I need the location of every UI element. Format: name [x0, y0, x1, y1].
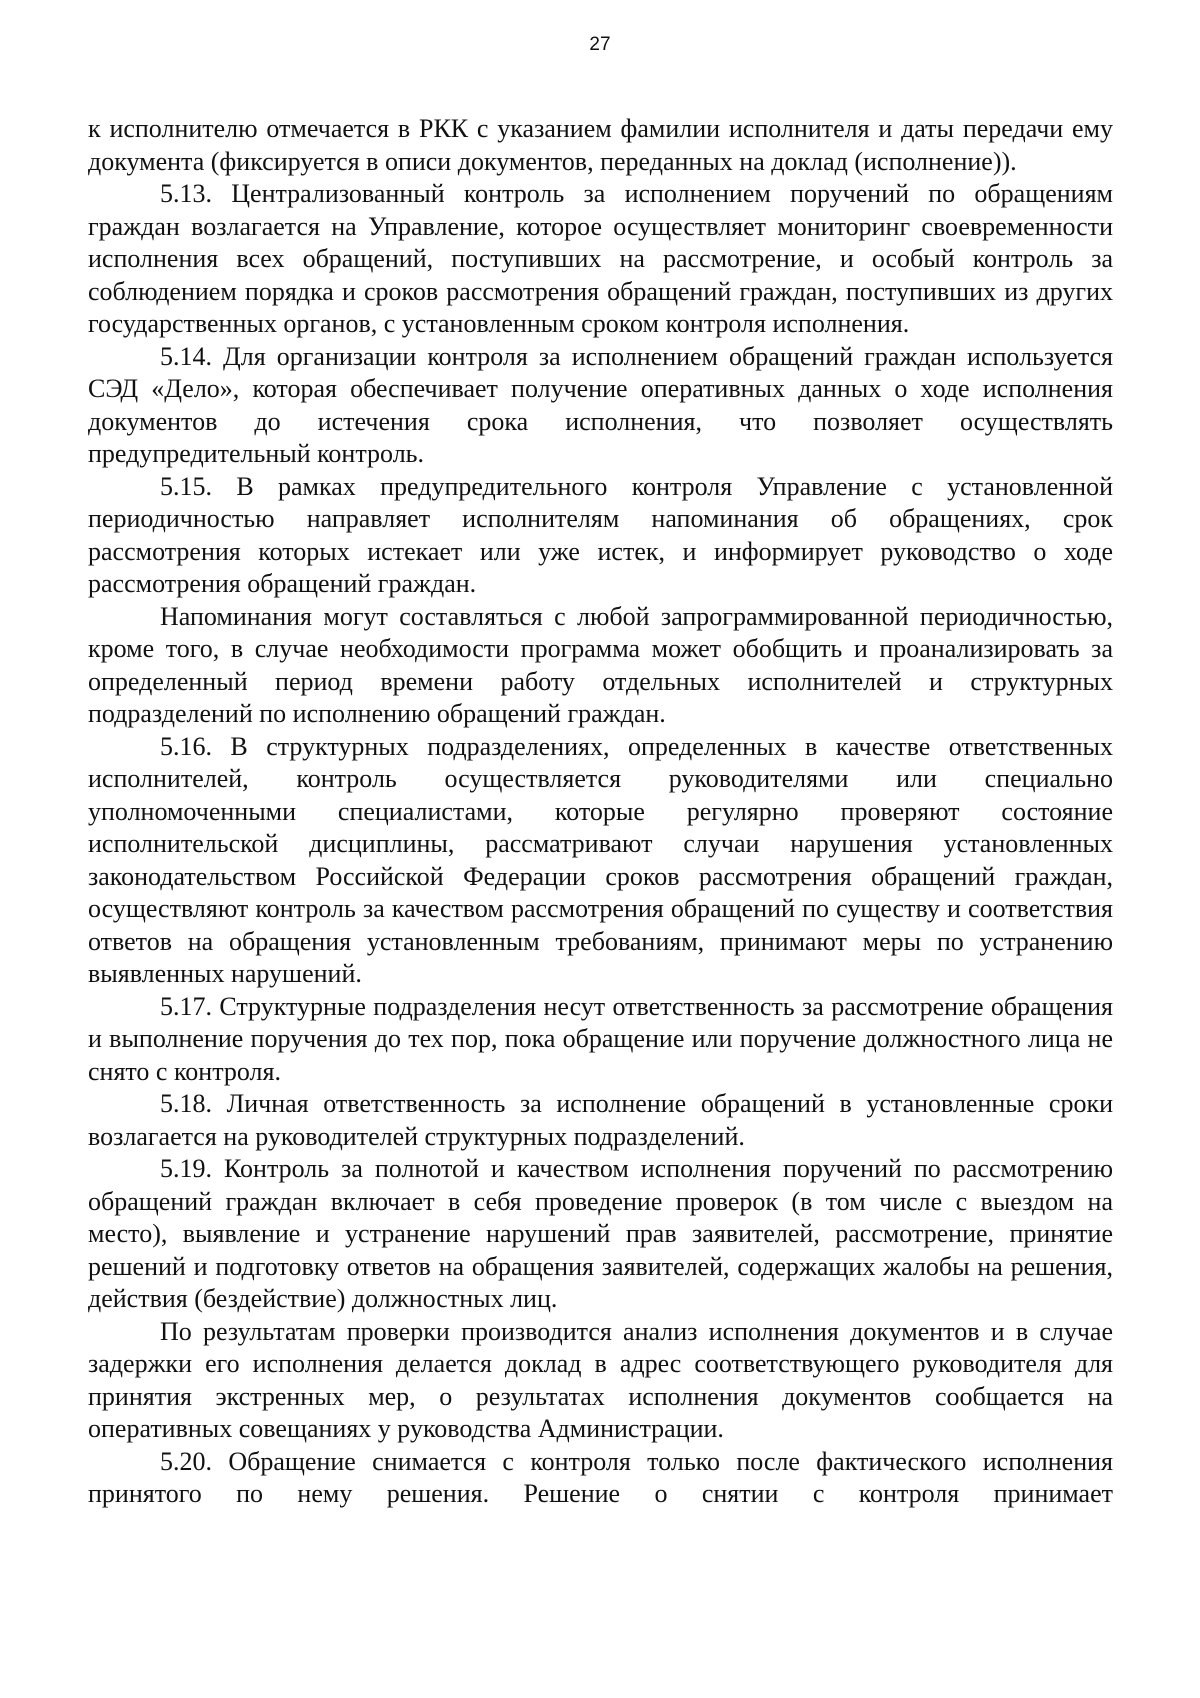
- paragraph-continuation: к исполнителю отмечается в РКК с указанием фамилии исполнителя и даты передачи ему документа (фиксируется в описи документов, переданных на доклад (исполнение)).: [88, 114, 1113, 176]
- paragraph-reminders: Напоминания могут составляться с любой запрограммированной периодичностью, кроме того, в случае необходимости программа может обобщить и проанализировать за определенный период времени работу отдельных исполнителей и структурных подразделений по исполнению обращений граждан.: [88, 601, 1113, 728]
- paragraph-5-17: 5.17. Структурные подразделения несут ответственность за рассмотрение обращения и выполнение поручения до тех пор, пока обращение или поручение должностного лица не снято с контроля.: [88, 991, 1113, 1086]
- paragraph-5-19: 5.19. Контроль за полнотой и качеством исполнения поручений по рассмотрению обращений граждан включает в себя проведение проверок (в том числе с выездом на место), выявление и устранение нарушений прав заявителей, рассмотрение, принятие решений и подготовку ответов на обращения заявителей, содержащих жалобы на решения, действия (бездействие) должностных лиц.: [88, 1154, 1113, 1313]
- paragraph-inspection-results: По результатам проверки производится анализ исполнения документов и в случае задержки его исполнения делается доклад в адрес соответствующего руководителя для принятия экстренных мер, о результатах исполнения документов сообщается на оперативных совещаниях у руководства Администрации.: [88, 1316, 1113, 1443]
- page-number: 27: [589, 34, 611, 55]
- paragraph-5-20: 5.20. Обращение снимается с контроля только после фактического исполнения принятого по нему решения. Решение о снятии с контроля принимает: [88, 1446, 1113, 1508]
- paragraph-5-13: 5.13. Централизованный контроль за исполнением поручений по обращениям граждан возлагается на Управление, которое осуществляет мониторинг своевременности исполнения всех обращений, поступивших на рассмотрение, и особый контроль за соблюдением порядка и сроков рассмотрения обращений граждан, поступивших из других государственных органов, с установленным сроком контроля исполнения.: [88, 179, 1113, 338]
- document-body: [88, 113, 1113, 1511]
- paragraph-5-18: 5.18. Личная ответственность за исполнение обращений в установленные сроки возлагается на руководителей структурных подразделений.: [88, 1089, 1113, 1151]
- paragraph-5-16: 5.16. В структурных подразделениях, определенных в качестве ответственных исполнителей, контроль осуществляется руководителями или специально уполномоченными специалистами, которые регулярно проверяют состояние исполнительской дисциплины, рассматривают случаи нарушения установленных законодательством Российской Федерации сроков рассмотрения обращений граждан, осуществляют контроль за качеством рассмотрения обращений по существу и соответствия ответов на обращения установленным требованиям, принимают меры по устранению выявленных нарушений.: [88, 731, 1113, 988]
- paragraph-5-15: 5.15. В рамках предупредительного контроля Управление с установленной периодичностью направляет исполнителям напоминания об обращениях, срок рассмотрения которых истекает или уже истек, и информирует руководство о ходе рассмотрения обращений граждан.: [88, 471, 1113, 598]
- paragraph-5-14: 5.14. Для организации контроля за исполнением обращений граждан используется СЭД «Дело», которая обеспечивает получение оперативных данных о ходе исполнения документов до истечения срока исполнения, что позволяет осуществлять предупредительный контроль.: [88, 341, 1113, 468]
